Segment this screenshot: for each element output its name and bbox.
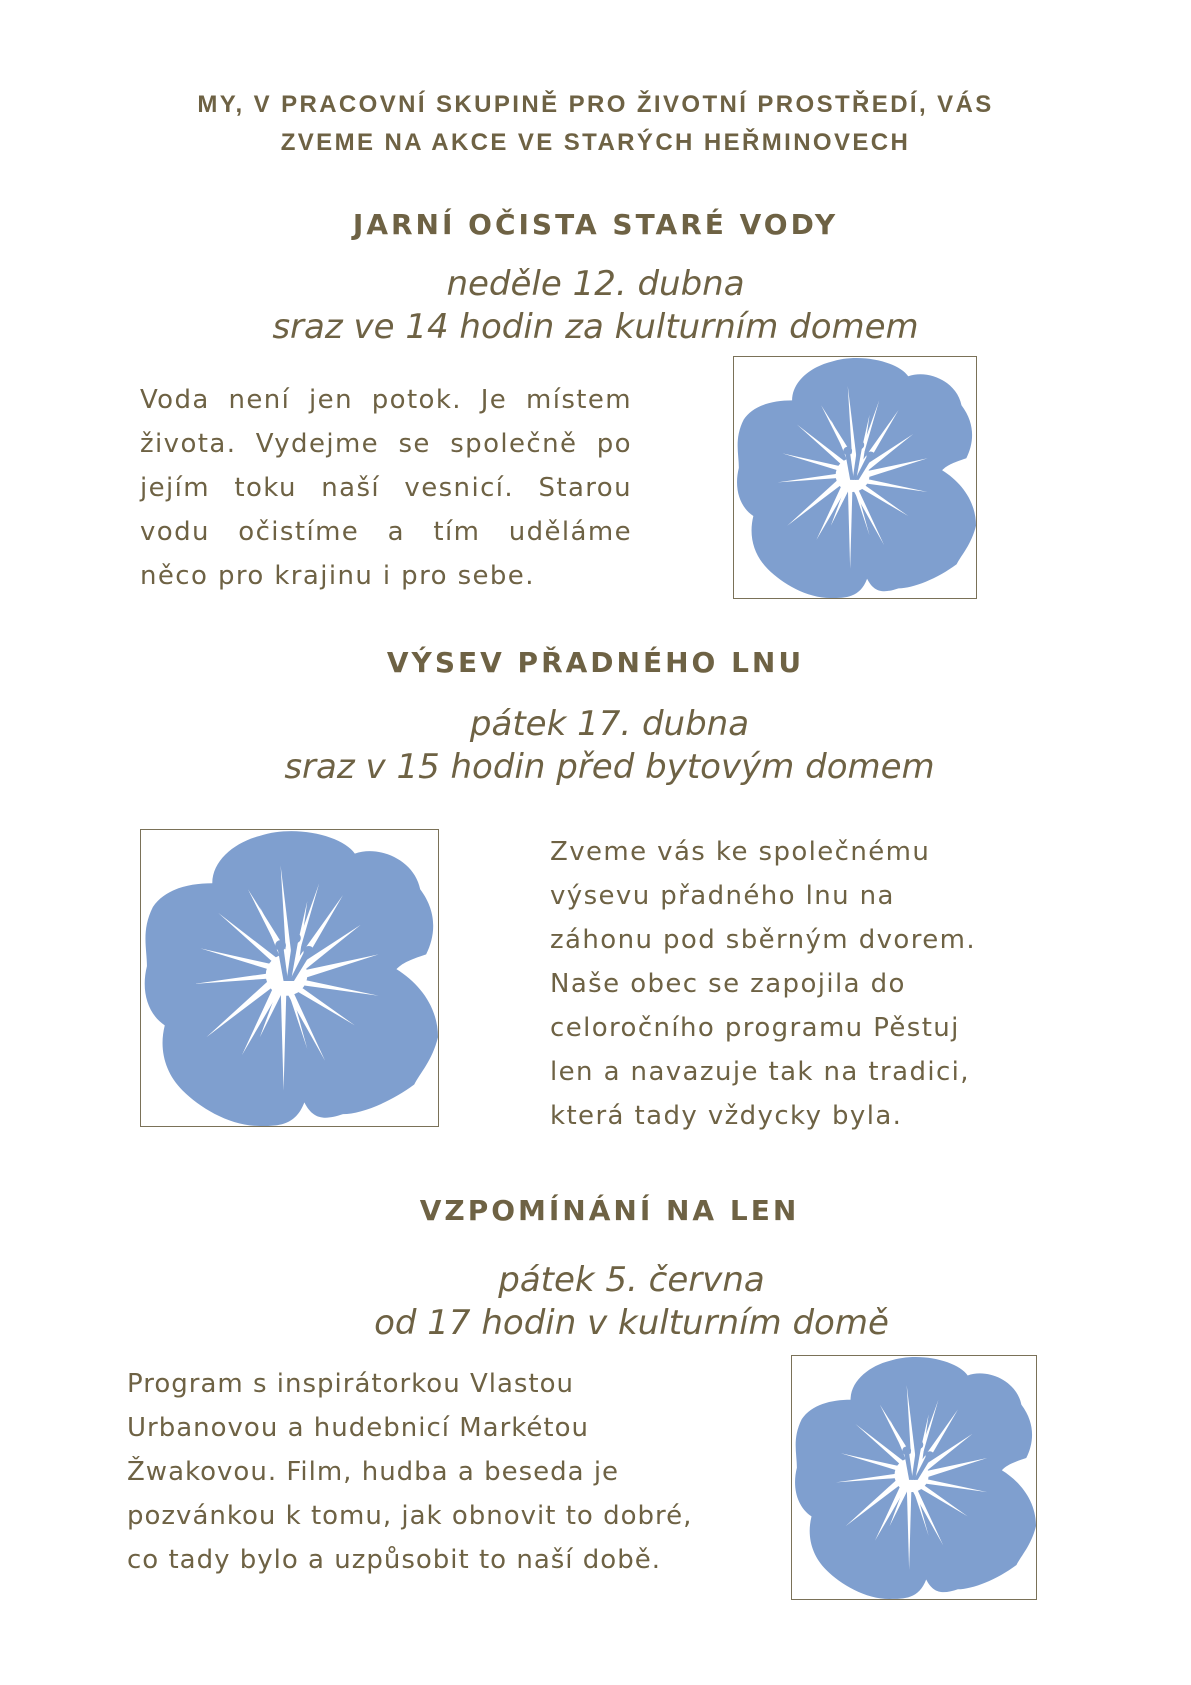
description-line: vodu očistíme a tím uděláme <box>140 517 632 547</box>
intro-heading <box>0 86 1191 162</box>
event-2-when <box>14 703 1191 789</box>
description-line: pozvánkou k tomu, jak obnovit to dobré, <box>127 1501 693 1531</box>
event-2-description <box>550 830 1030 1138</box>
event-1-description <box>140 378 632 598</box>
event-2-title: VÝSEV PŘADNÉHO LNU <box>386 646 805 679</box>
description-line: Naše obec se zapojila do <box>550 969 906 999</box>
flax-flower-icon <box>141 830 438 1126</box>
event-3-place: od 17 hodin v kulturním domě <box>374 1303 889 1343</box>
description-line: len a navazuje tak na tradici, <box>550 1057 970 1087</box>
description-line: co tady bylo a uzpůsobit to naší době. <box>127 1545 661 1575</box>
intro-line-2: ZVEME NA AKCE VE STARÝCH HEŘMINOVECH <box>280 129 911 156</box>
event-3-when <box>36 1259 1191 1345</box>
intro-line-1: MY, V PRACOVNÍ SKUPINĚ PRO ŽIVOTNÍ PROSTŘEDÍ, VÁS <box>197 91 994 118</box>
flax-flower-icon <box>734 357 976 598</box>
event-1-place: sraz ve 14 hodin za kulturním domem <box>272 307 919 347</box>
description-line: Zveme vás ke společnému <box>550 837 931 867</box>
event-3-date: pátek 5. června <box>498 1260 765 1300</box>
description-line: záhonu pod sběrným dvorem. <box>550 925 977 955</box>
event-1-title: JARNÍ OČISTA STARÉ VODY <box>352 208 839 241</box>
event-3-description <box>127 1362 777 1582</box>
description-line: která tady vždycky byla. <box>550 1101 903 1131</box>
event-2-date: pátek 17. dubna <box>469 704 750 744</box>
flax-flower-icon <box>792 1356 1036 1599</box>
event-1-when <box>0 263 1191 349</box>
event-2-image <box>140 829 439 1127</box>
description-line: Žwakovou. Film, hudba a beseda je <box>127 1457 620 1487</box>
event-3-image <box>791 1355 1037 1600</box>
description-line: Program s inspirátorkou Vlastou <box>127 1369 575 1399</box>
description-line: výsevu přadného lnu na <box>550 881 895 911</box>
event-2-place: sraz v 15 hodin před bytovým domem <box>284 747 935 787</box>
description-line: Urbanovou a hudebnicí Markétou <box>127 1413 589 1443</box>
description-line: jejím toku naší vesnicí. Starou <box>140 473 632 503</box>
description-line: něco pro krajinu i pro sebe. <box>140 561 535 591</box>
description-line: celoročního programu Pěstuj <box>550 1013 960 1043</box>
event-1-image <box>733 356 977 599</box>
event-3-title: VZPOMÍNÁNÍ NA LEN <box>419 1194 800 1227</box>
event-1-date: neděle 12. dubna <box>446 264 745 304</box>
description-line: života. Vydejme se společně po <box>140 429 632 459</box>
description-line: Voda není jen potok. Je místem <box>140 385 632 415</box>
